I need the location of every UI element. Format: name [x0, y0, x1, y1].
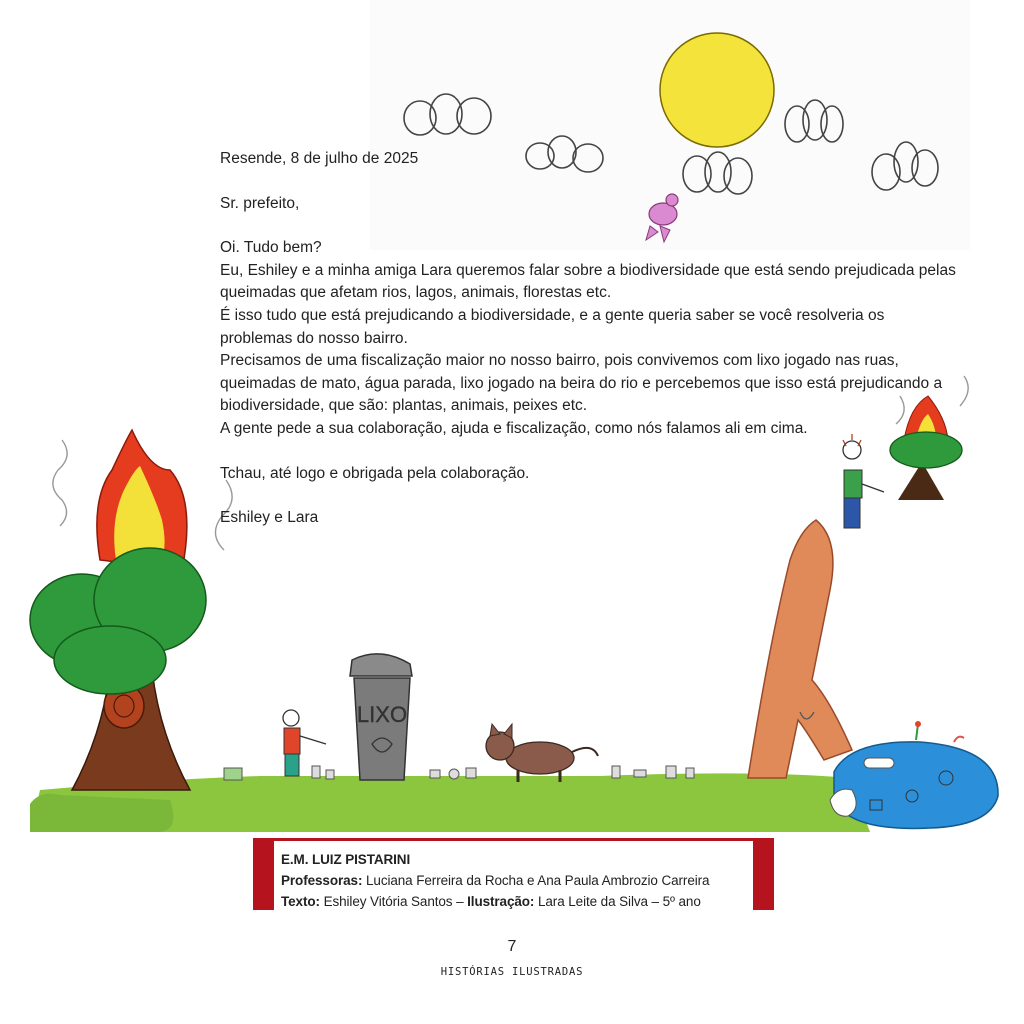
letter-date: Resende, 8 de julho de 2025	[220, 150, 419, 167]
letter-farewell: Tchau, até logo e obrigada pela colaboração.	[220, 464, 530, 482]
letter-paragraph: Eu, Eshiley e a minha amiga Lara queremos falar sobre a biodiversidade que está sendo prejudicada pelas queimadas que afetam rios, lagos, animais, florestas etc.	[220, 261, 956, 302]
letter-salutation: Sr. prefeito,	[220, 194, 300, 212]
text-label: Texto:	[281, 894, 320, 909]
letter	[220, 148, 960, 530]
burning-tree	[30, 430, 206, 790]
running-title: HISTÓRIAS ILUSTRADAS	[440, 966, 584, 978]
illustration-label: Ilustração:	[467, 894, 535, 909]
teachers-line	[281, 870, 753, 891]
trash-can	[350, 654, 412, 780]
teachers-label: Professoras:	[281, 873, 363, 888]
cat	[486, 724, 598, 782]
letter-paragraph: É isso tudo que está prejudicando a biodiversidade, e a gente queria saber se você resolveria os problemas do nosso bairro.	[220, 306, 885, 347]
letter-greeting: Oi. Tudo bem?	[220, 239, 322, 257]
authors-line	[281, 891, 753, 912]
letter-signature: Eshiley e Lara	[220, 509, 319, 527]
school-name: E.M. LUIZ PISTARINI	[281, 852, 411, 867]
page-number: 7	[507, 938, 517, 955]
letter-paragraph: A gente pede a sua colaboração, ajuda e fiscalização, como nós falamos ali em cima.	[220, 419, 808, 437]
teachers-names: Luciana Ferreira da Rocha e Ana Paula Ambrozio Carreira	[366, 873, 710, 888]
text-author: Eshiley Vitória Santos –	[323, 894, 464, 909]
trash-can-label: LIXO	[356, 702, 408, 727]
sun	[660, 33, 774, 147]
grass-shade	[30, 794, 173, 832]
polluted-lake	[830, 721, 998, 828]
credits-box	[253, 838, 774, 910]
tree-trunk	[748, 520, 852, 778]
illustrator-name: Lara Leite da Silva – 5º ano	[537, 894, 701, 909]
letter-paragraph: Precisamos de uma fiscalização maior no nosso bairro, pois convivemos com lixo jogado nas ruas, queimadas de mato, água parada, lixo jogado na beira do rio e percebemos que isso está prejudicando a biodiversidade, que são: plantas, animais, peixes etc.	[220, 352, 943, 415]
